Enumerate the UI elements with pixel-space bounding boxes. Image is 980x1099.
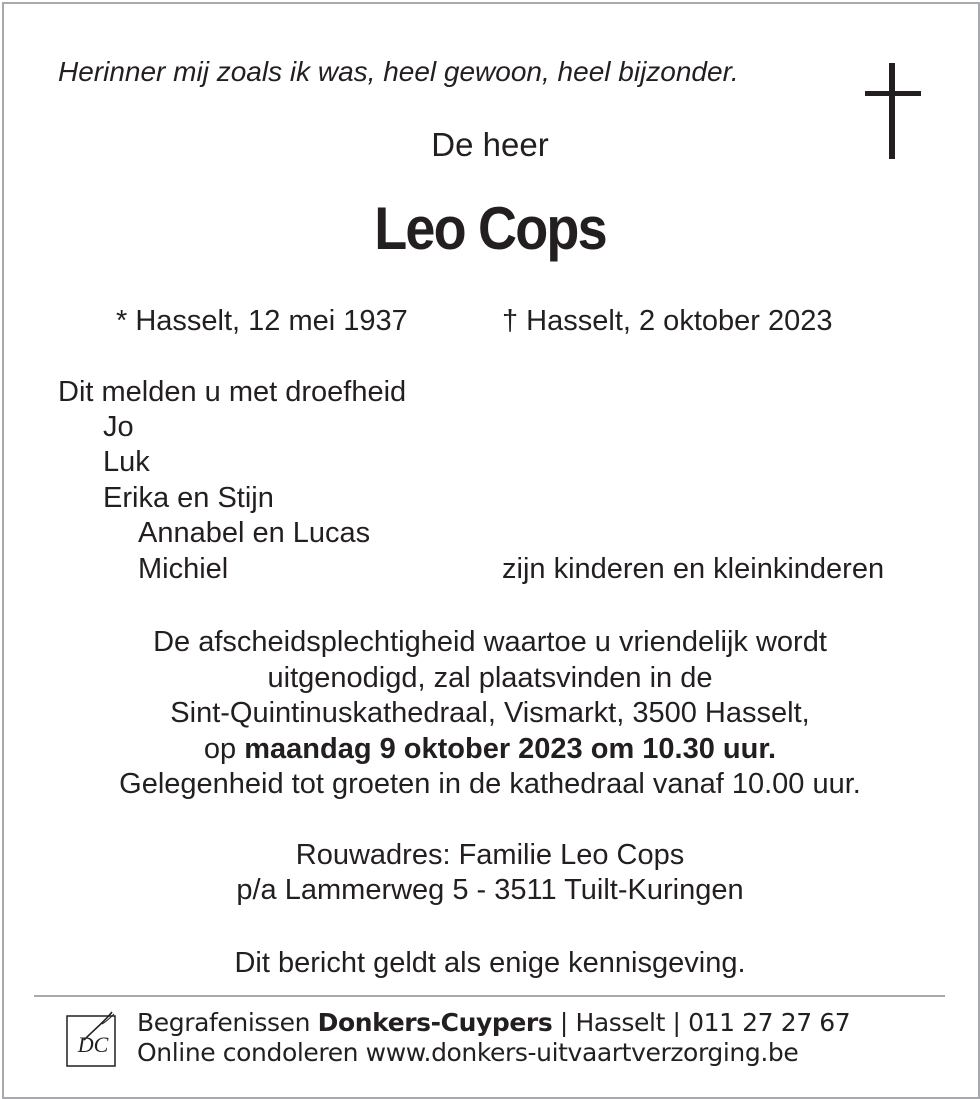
salutation: De heer xyxy=(431,126,549,163)
family-relation: zijn kinderen en kleinkinderen xyxy=(502,553,885,585)
company-city: Hasselt xyxy=(575,1008,665,1037)
ceremony-date: maandag 9 oktober 2023 om 10.30 uur. xyxy=(244,733,777,765)
ceremony-line: De afscheidsplechtigheid waartoe u vriendelijk wordt xyxy=(153,626,827,658)
notice-text: Dit bericht geldt als enige kennisgeving. xyxy=(234,947,746,979)
ceremony-datetime xyxy=(0,733,980,766)
ceremony-line: uitgenodigd, zal plaatsvinden in de xyxy=(267,662,713,694)
family-member: Erika en Stijn xyxy=(103,482,274,514)
footer-separator: | xyxy=(559,1008,568,1037)
address-line: p/a Lammerweg 5 - 3511 Tuilt-Kuringen xyxy=(236,874,744,906)
divider xyxy=(34,995,945,997)
footer-company-line xyxy=(137,1008,850,1037)
ceremony-line: Sint-Quintinuskathedraal, Vismarkt, 3500 Hasselt, xyxy=(170,697,810,729)
notice-frame xyxy=(2,2,980,1099)
death-info: † Hasselt, 2 oktober 2023 xyxy=(502,305,833,337)
ceremony-prefix: op xyxy=(203,733,237,765)
family-member: Annabel en Lucas xyxy=(138,517,371,549)
family-member: Jo xyxy=(103,411,134,443)
website-link[interactable]: www.donkers-uitvaartverzorging.be xyxy=(365,1038,799,1067)
family-member: Michiel xyxy=(138,553,229,585)
online-label: Online condoleren xyxy=(137,1038,359,1067)
deceased-name: Leo Cops xyxy=(374,195,606,262)
address-line: Rouwadres: Familie Leo Cops xyxy=(295,839,685,871)
company-phone: 011 27 27 67 xyxy=(688,1008,851,1037)
family-member: Luk xyxy=(103,446,150,478)
footer-separator: | xyxy=(672,1008,681,1037)
logo-letters: DC xyxy=(77,1032,109,1057)
company-prefix: Begrafenissen xyxy=(137,1008,311,1037)
company-name: Donkers-Cuypers xyxy=(317,1008,553,1037)
ceremony-line: Gelegenheid tot groeten in de kathedraal vanaf 10.00 uur. xyxy=(119,768,861,800)
motto-quote: Herinner mij zoals ik was, heel gewoon, heel bijzonder. xyxy=(58,56,739,87)
family-intro: Dit melden u met droefheid xyxy=(58,376,407,408)
funeral-home-logo xyxy=(66,1010,120,1068)
birth-info: * Hasselt, 12 mei 1937 xyxy=(116,305,408,337)
footer-online-line xyxy=(137,1038,798,1067)
